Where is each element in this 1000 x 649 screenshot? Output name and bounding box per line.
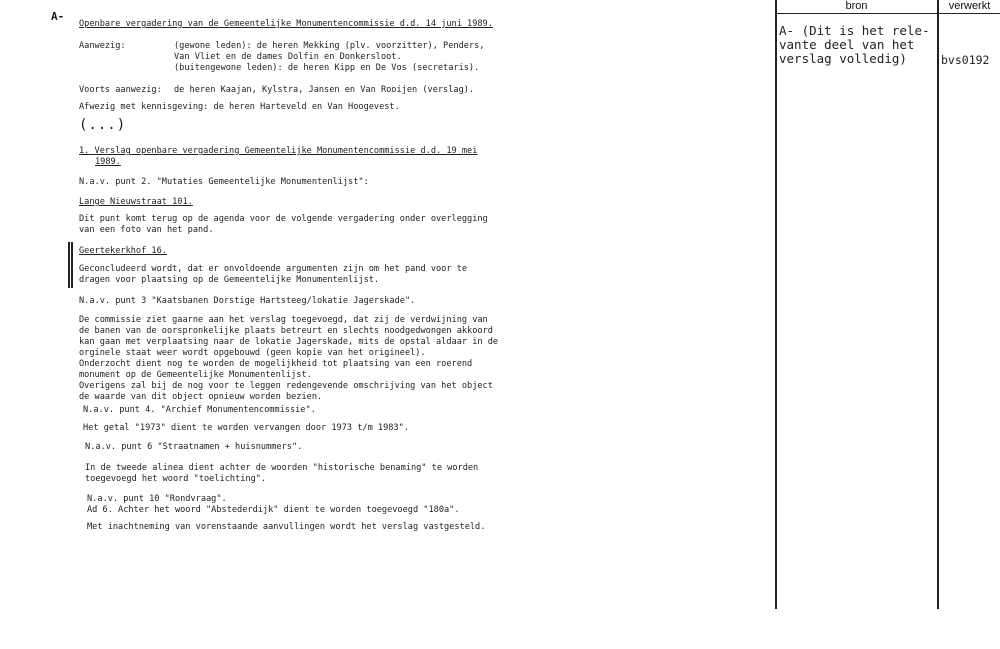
lange-line-2: van een foto van het pand. — [79, 225, 214, 235]
bron-line-2: vante deel van het — [779, 37, 915, 52]
bron-line-3: verslag volledig) — [779, 51, 907, 66]
ad6-text: Ad 6. Achter het woord "Abstederdijk" dient te worden toegevoegd "180a". — [87, 505, 460, 515]
section-marker: A- — [51, 10, 65, 23]
getal-text: Het getal "1973" dient te worden vervangen door 1973 t/m 1983". — [83, 423, 409, 433]
bron-line-1: A- (Dit is het rele- — [779, 23, 930, 38]
aanwezig-line-2: Van Vliet en de dames Dolfin en Donkersloot. — [174, 52, 402, 62]
commissie-line-4: orginele staat weer wordt opgebouwd (geen kopie van het origineel). — [79, 348, 426, 358]
lange-nieuwstraat-heading: Lange Nieuwstraat 101. — [79, 197, 193, 207]
margin-bar-1 — [68, 242, 70, 288]
voorts-label: Voorts aanwezig: — [79, 85, 162, 95]
nav-punt-3: N.a.v. punt 3 "Kaatsbanen Dorstige Hartsteeg/lokatie Jagerskade". — [79, 296, 416, 306]
margin-bar-2 — [71, 242, 73, 288]
nav-punt-10: N.a.v. punt 10 "Rondvraag". — [87, 494, 227, 504]
ellipsis: (...) — [79, 117, 127, 133]
afwezig-text: Afwezig met kennisgeving: de heren Harteveld en Van Hoogevest. — [79, 102, 400, 112]
slot-text: Met inachtneming van vorenstaande aanvullingen wordt het verslag vastgesteld. — [87, 522, 486, 532]
meeting-title: Openbare vergadering van de Gemeentelijke Monumentencommissie d.d. 14 juni 1989. — [79, 19, 493, 29]
item1-line-2: 1989. — [95, 157, 121, 167]
commissie-line-1: De commissie ziet gaarne aan het verslag toegevoegd, dat zij de verdwijning van — [79, 315, 488, 325]
geerte-line-1: Geconcludeerd wordt, dat er onvoldoende argumenten zijn om het pand voor te — [79, 264, 468, 274]
commissie-line-3: kan gaan met verplaatsing naar de lokatie Jagerskade, mits de opstal aldaar in de — [79, 337, 499, 347]
aanwezig-line-3: (buitengewone leden): de heren Kipp en De Vos (secretaris). — [174, 63, 480, 73]
commissie-line-8: de waarde van dit object opnieuw worden bezien. — [79, 392, 323, 402]
commissie-line-5: Onderzocht dient nog te worden de mogelijkheid tot plaatsing van een roerend — [79, 359, 473, 369]
tweede-line-2: toegevoegd het woord "toelichting". — [85, 474, 267, 484]
nav-punt-4: N.a.v. punt 4. "Archief Monumentencommissie". — [83, 405, 316, 415]
aanwezig-line-1: (gewone leden): de heren Mekking (plv. voorzitter), Penders, — [174, 41, 485, 51]
header-rule — [775, 13, 1000, 14]
column-divider-right — [937, 0, 939, 609]
voorts-text: de heren Kaajan, Kylstra, Jansen en Van Rooijen (verslag). — [174, 85, 475, 95]
aanwezig-label: Aanwezig: — [79, 41, 126, 51]
verwerkt-header: verwerkt — [948, 0, 991, 12]
geertekerkhof-heading: Geertekerkhof 16. — [79, 246, 167, 256]
item1-line-1: 1. Verslag openbare vergadering Gemeentelijke Monumentencommissie d.d. 19 mei — [79, 146, 478, 156]
geerte-line-2: dragen voor plaatsing op de Gemeentelijke Monumentenlijst. — [79, 275, 380, 285]
lange-line-1: Dit punt komt terug op de agenda voor de volgende vergadering onder overlegging — [79, 214, 488, 224]
column-divider-left — [775, 0, 777, 609]
tweede-line-1: In de tweede alinea dient achter de woorden "historische benaming" te worden — [85, 463, 479, 473]
nav-punt-6: N.a.v. punt 6 "Straatnamen + huisnummers". — [85, 442, 303, 452]
commissie-line-6: monument op de Gemeentelijke Monumentenlijst. — [79, 370, 312, 380]
bron-header: bron — [845, 0, 868, 12]
commissie-line-7: Overigens zal bij de nog voor te leggen redengevende omschrijving van het object — [79, 381, 493, 391]
verwerkt-reference: bvs0192 — [941, 53, 990, 67]
nav-punt-2: N.a.v. punt 2. "Mutaties Gemeentelijke Monumentenlijst": — [79, 177, 369, 187]
commissie-line-2: de banen van de oorspronkelijke plaats betreurt en slechts noodgedwongen akkoord — [79, 326, 493, 336]
